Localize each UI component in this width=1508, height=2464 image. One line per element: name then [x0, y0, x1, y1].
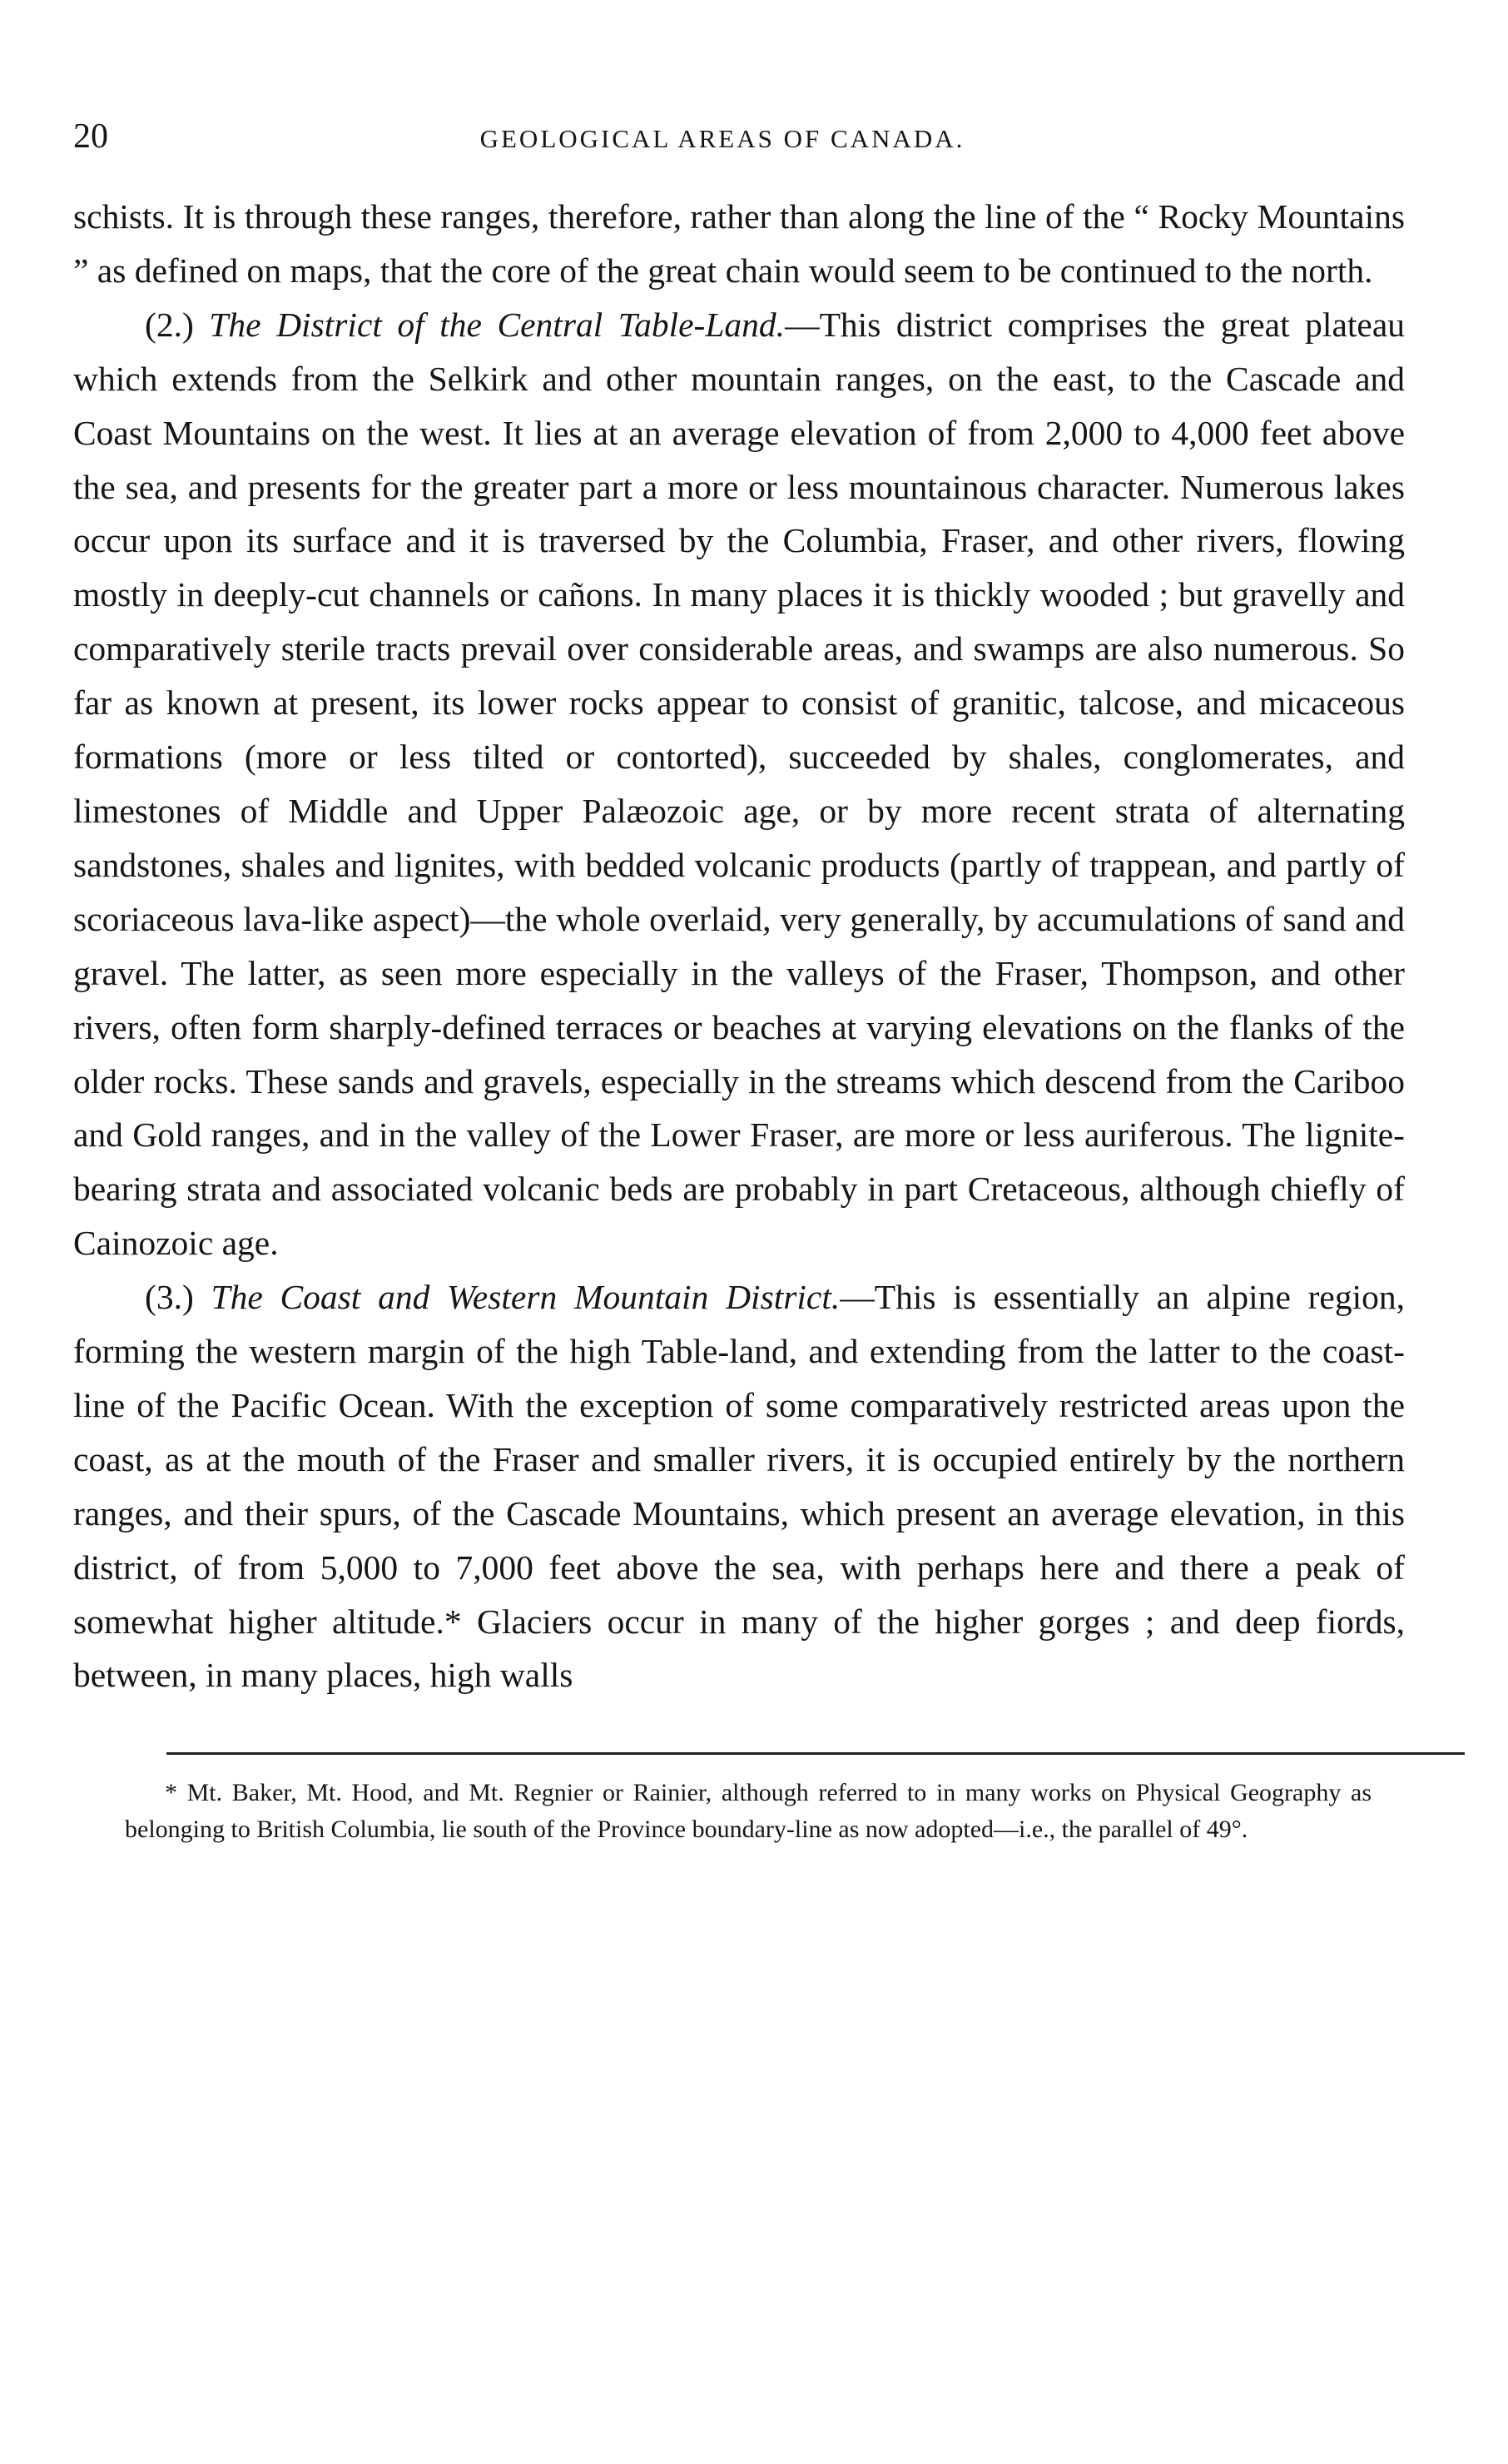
book-page: [73, 117, 1405, 1848]
footnotes: [73, 1775, 1405, 1848]
footnote: * Mt. Baker, Mt. Hood, and Mt. Regnier or Rainier, although referred to in many works on Physical Geography as belonging to British Columbia, lie south of the Province boundary-line as now adopted—i.e., the parallel of 49°.: [125, 1779, 1372, 1844]
section-text: —This is essentially an alpine region, forming the western margin of the high Table-land, and extending from the latter to the coast-line of the Pacific Ocean. With the exception of some comparatively restricted areas upon the coast, as at the mouth of the Fraser and smaller rivers, it is occupied entirely by the northern ranges, and their spurs, of the Cascade Mountains, which present an average elevation, in this district, of from 5,000 to 7,000 feet above the sea, with perhaps here and there a peak of somewhat higher altitude.* Glaciers occur in many of the higher gorges ; and deep fiords, between, in many places, high walls: [73, 1278, 1405, 1695]
body-text: [73, 190, 1405, 1702]
section-heading: The Coast and Western Mountain District.: [211, 1278, 841, 1317]
paragraph-coast-western-mountain: [73, 1270, 1405, 1702]
section-number: (2.): [145, 305, 210, 344]
paragraph-continuation: schists. It is through these ranges, therefore, rather than along the line of the “ Rocky Mountains ” as defined on maps, that the core of the great chain would seem to be continued to the north.: [73, 197, 1405, 290]
section-number: (3.): [145, 1278, 211, 1317]
section-heading: The District of the Central Table-Land.: [209, 305, 786, 344]
running-head: [73, 117, 1405, 166]
paragraph-central-table-land: [73, 298, 1405, 1270]
footnote-rule: [166, 1752, 1465, 1755]
section-text: —This district comprises the great plateau which extends from the Selkirk and other mountain ranges, on the east, to the Cascade and Coast Mountains on the west. It lies at an average elevation of from 2,000 to 4,000 feet above the sea, and presents for the greater part a more or less mountainous character. Numerous lakes occur upon its surface and it is traversed by the Columbia, Fraser, and other rivers, flowing mostly in deeply-cut channels or cañons. In many places it is thickly wooded ; but gravelly and comparatively sterile tracts prevail over considerable areas, and swamps are also numerous. So far as known at present, its lower rocks appear to consist of granitic, talcose, and micaceous formations (more or less tilted or contorted), succeeded by shales, conglomerates, and limestones of Middle and Upper Palæozoic age, or by more recent strata of alternating sandstones, shales and lignites, with bedded volcanic products (partly of trappean, and partly of scoriaceous lava-like aspect)—the whole overlaid, very generally, by accumulations of sand and gravel. The latter, as seen more especially in the valleys of the Fraser, Thompson, and other rivers, often form sharply-defined terraces or beaches at varying elevations on the flanks of the older rocks. These sands and gravels, especially in the streams which descend from the Cariboo and Gold ranges, and in the valley of the Lower Fraser, are more or less auriferous. The lignite-bearing strata and associated volcanic beds are probably in part Cretaceous, although chiefly of Cainozoic age.: [73, 305, 1405, 1263]
page-number: 20: [73, 117, 108, 156]
running-title: GEOLOGICAL AREAS OF CANADA.: [479, 124, 965, 153]
